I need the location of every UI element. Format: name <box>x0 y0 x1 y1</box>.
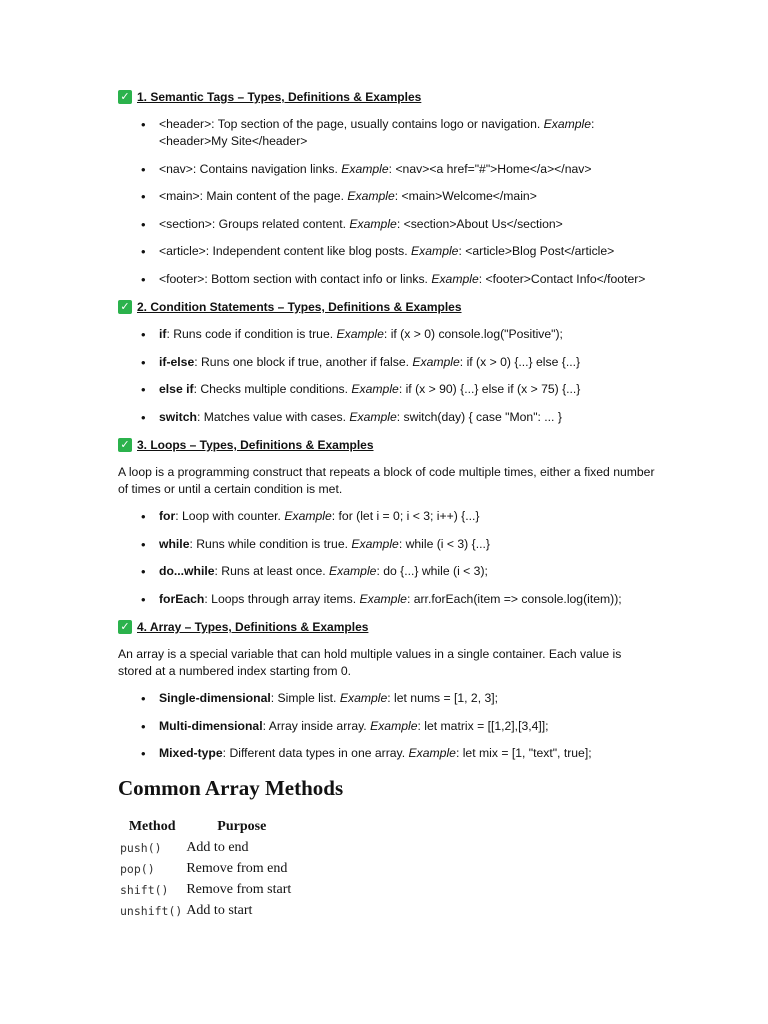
array-list <box>118 690 658 762</box>
check-mark-icon: ✓ <box>118 90 132 104</box>
example-text: : <nav><a href="#">Home</a></nav> <box>388 161 592 176</box>
item-term: if-else <box>159 354 195 369</box>
list-item <box>118 409 658 426</box>
item-term: while <box>159 536 190 551</box>
example-label: Example <box>359 591 407 606</box>
example-label: Example <box>349 409 397 424</box>
example-label: Example <box>411 244 459 258</box>
methods-table <box>118 817 297 922</box>
example-label: Example <box>370 718 418 733</box>
semantic-tags-list <box>118 116 658 288</box>
item-text: : Runs one block if true, another if false. <box>194 354 413 369</box>
example-text: : for (let i = 0; i < 3; i++) {...} <box>331 509 480 523</box>
table-row <box>118 901 297 922</box>
example-label: Example <box>347 189 395 203</box>
example-label: Example <box>351 382 399 396</box>
item-text: : Checks multiple conditions. <box>193 382 352 396</box>
list-item <box>118 563 658 580</box>
example-label: Example <box>351 536 399 551</box>
list-item <box>118 536 658 553</box>
item-term: forEach <box>159 591 205 606</box>
item-text: <nav>: Contains navigation links. <box>159 161 342 176</box>
example-text: : let nums = [1, 2, 3]; <box>387 691 499 705</box>
example-text: : <section>About Us</section> <box>396 216 563 231</box>
table-row <box>118 859 297 880</box>
document-content <box>118 88 658 922</box>
list-item <box>118 326 658 343</box>
method-purpose: Remove from start <box>186 881 292 897</box>
item-text: : Simple list. <box>270 691 340 705</box>
example-text: : <header>My Site</header> <box>159 117 595 148</box>
list-item <box>118 161 658 178</box>
conditions-list <box>118 326 658 426</box>
method-name: unshift() <box>120 903 183 918</box>
list-item <box>118 271 658 288</box>
section-heading-array <box>118 618 658 636</box>
table-row <box>118 838 297 859</box>
item-term: Single-dimensional <box>159 691 271 705</box>
item-term: Mixed-type <box>159 746 223 760</box>
section-heading-semantic-tags <box>118 88 658 106</box>
method-name: shift() <box>120 882 169 897</box>
section-heading-text: 4. Array – Types, Definitions & Examples <box>137 620 369 634</box>
list-item <box>118 116 658 150</box>
table-row <box>118 880 297 901</box>
list-item <box>118 354 658 371</box>
check-mark-icon: ✓ <box>118 300 132 314</box>
example-text: : if (x > 0) console.log("Positive"); <box>383 327 563 341</box>
item-text: : Runs while condition is true. <box>189 536 352 551</box>
section-heading-text: 1. Semantic Tags – Types, Definitions & Examples <box>137 90 422 104</box>
column-header-purpose: Purpose <box>217 818 267 834</box>
list-item <box>118 243 658 260</box>
example-text: : <footer>Contact Info</footer> <box>478 271 646 286</box>
column-header-method: Method <box>128 818 176 834</box>
example-label: Example <box>543 117 592 131</box>
section-heading-conditions <box>118 298 658 316</box>
example-label: Example <box>329 564 377 578</box>
item-text: <article>: Independent content like blog posts. <box>159 244 412 258</box>
item-text: : Loops through array items. <box>204 591 360 606</box>
example-label: Example <box>341 161 389 176</box>
example-text: : let matrix = [[1,2],[3,4]]; <box>417 718 549 733</box>
item-text: : Matches value with cases. <box>196 409 350 424</box>
example-label: Example <box>408 746 456 760</box>
method-purpose: Add to end <box>186 839 249 855</box>
example-text: : switch(day) { case "Mon": ... } <box>396 409 562 424</box>
example-text: : arr.forEach(item => console.log(item)); <box>406 591 622 606</box>
item-text: : Runs at least once. <box>214 564 330 578</box>
example-text: : while (i < 3) {...} <box>398 536 490 551</box>
item-term: Multi-dimensional <box>159 718 263 733</box>
item-term: if <box>159 327 167 341</box>
list-item <box>118 216 658 233</box>
array-intro-paragraph: An array is a special variable that can hold multiple values in a single container. Each value is stored at a numbered index starting from 0. <box>118 647 622 678</box>
item-term: switch <box>159 409 197 424</box>
example-label: Example <box>412 354 460 369</box>
loops-intro-paragraph: A loop is a programming construct that repeats a block of code multiple times, either a fixed number of times or until a certain condition is met. <box>118 465 655 496</box>
list-item <box>118 591 658 608</box>
list-item <box>118 508 658 525</box>
item-term: for <box>159 509 176 523</box>
method-name: push() <box>120 840 162 855</box>
check-mark-icon: ✓ <box>118 620 132 634</box>
method-purpose: Remove from end <box>186 860 288 876</box>
check-mark-icon: ✓ <box>118 438 132 452</box>
item-text: <main>: Main content of the page. <box>159 189 348 203</box>
section-heading-loops <box>118 436 658 454</box>
example-label: Example <box>349 216 397 231</box>
example-text: : <main>Welcome</main> <box>394 189 537 203</box>
item-text: <section>: Groups related content. <box>159 216 350 231</box>
item-text: : Loop with counter. <box>175 509 285 523</box>
example-label: Example <box>284 509 332 523</box>
table-header-row <box>118 817 297 838</box>
example-text: : if (x > 90) {...} else if (x > 75) {...} <box>398 382 581 396</box>
example-text: : do {...} while (i < 3); <box>376 564 488 578</box>
methods-title: Common Array Methods <box>118 775 344 800</box>
example-text: : <article>Blog Post</article> <box>458 244 615 258</box>
list-item <box>118 188 658 205</box>
example-label: Example <box>339 691 388 705</box>
method-name: pop() <box>120 861 155 876</box>
list-item <box>118 718 658 735</box>
item-text: : Array inside array. <box>262 718 371 733</box>
section-heading-text: 3. Loops – Types, Definitions & Examples <box>137 438 374 452</box>
item-text: <footer>: Bottom section with contact info or links. <box>159 271 432 286</box>
list-item <box>118 690 658 707</box>
item-text: : Different data types in one array. <box>222 746 409 760</box>
example-label: Example <box>431 271 479 286</box>
item-term: do...while <box>159 564 215 578</box>
item-term: else if <box>159 382 194 396</box>
method-purpose: Add to start <box>186 902 253 918</box>
item-text: : Runs code if condition is true. <box>166 327 337 341</box>
list-item <box>118 381 658 398</box>
example-label: Example <box>336 327 384 341</box>
item-text: <header>: Top section of the page, usually contains logo or navigation. <box>159 117 544 131</box>
loops-list <box>118 508 658 608</box>
list-item <box>118 745 658 762</box>
section-heading-text: 2. Condition Statements – Types, Definitions & Examples <box>137 300 462 314</box>
example-text: : if (x > 0) {...} else {...} <box>459 354 581 369</box>
example-text: : let mix = [1, "text", true]; <box>455 746 592 760</box>
